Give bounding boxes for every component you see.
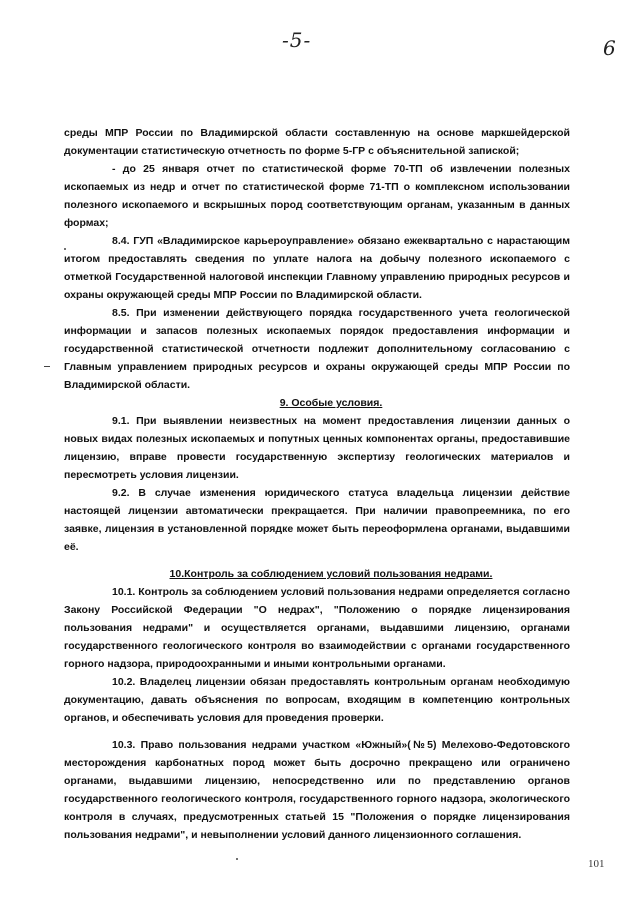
scan-speck [44,366,50,367]
section-9-heading: 9. Особые условия. [279,397,383,409]
scan-speck [236,858,238,860]
paragraph-1: среды МПР России по Владимирской области составленную на основе маркшейдерской документации статистическую отчетность по форме 5-ГР с объяснительной запиской; [64,127,570,157]
paragraph-10-2: 10.2. Владелец лицензии обязан предоставлять контрольным органам необходимую документацию, давать объяснения по вопросам, входящим в компетенцию контрольных органов, и обеспечивать условия для проведения проверки. [64,676,570,724]
paragraph-9-1: 9.1. При выявлении неизвестных на момент предоставления лицензии данных о новых видах полезных ископаемых и попутных ценных компонентах органы, предоставившие лицензию, вправе провести государственную экспертизу геологических материалов и пересмотреть условия лицензии. [64,415,570,481]
paragraph-10-3: 10.3. Право пользования недрами участком «Южный»(№5) Мелехово-Федотовского месторождения карбонатных пород может быть досрочно прекращено или ограничено органами, выдавшими лицензию, непосредственно или по представлению органов государственного геологического контроля, государственного горного надзора, экологического контроля в случаях, предусмотренных статьей 15 "Положения о порядке лицензирования пользования недрами", и невыполнении условий данного лицензионного соглашения. [64,739,570,841]
scan-speck [64,248,66,250]
paragraph-9-2: 9.2. В случае изменения юридического статуса владельца лицензии действие настоящей лицензии автоматически прекращается. При наличии правопреемника, по его заявке, лицензия в установленной порядке может быть переоформлена органами, выдавшими её. [64,487,570,553]
paragraph-10-1: 10.1. Контроль за соблюдением условий пользования недрами определяется согласно Закону Российской Федерации "О недрах", "Положению о порядке лицензирования пользования недрами" и осуществляется органами, выдавшими лицензию, органами государственного геологического контроля во взаимодействии с органами государственного горного надзора, природоохранными и иными контрольными органами. [64,586,570,670]
folio-number: 101 [588,858,605,870]
paragraph-2: - до 25 января отчет по статистической форме 70-ТП об извлечении полезных ископаемых из недр и отчет по статистической форме 71-ТП о комплексном использовании полезного ископаемого и вскрышных пород соответствующим органам, указанным в данных формах; [64,163,570,229]
paragraph-8-4: 8.4. ГУП «Владимирское карьероуправление» обязано ежеквартально с нарастающим итогом предоставлять сведения по уплате налога на добычу полезного ископаемого с отметкой Государственной налоговой инспекции Главному управлению природных ресурсов и охраны окружающей среды МПР России по Владимирской области. [64,235,570,301]
document-body [64,124,570,844]
paragraph-8-5: 8.5. При изменении действующего порядка государственного учета геологической информации и запасов полезных ископаемых порядок предоставления информации и государственной статистической отчетности подлежит дополнительному согласованию с Главным управлением природных ресурсов и охраны окружающей среды МПР России по Владимирской области. [64,307,570,391]
section-10-heading: 10.Контроль за соблюдением условий пользования недрами. [169,568,493,580]
corner-number: 6 [603,36,616,60]
page-number: -5- [282,28,312,52]
